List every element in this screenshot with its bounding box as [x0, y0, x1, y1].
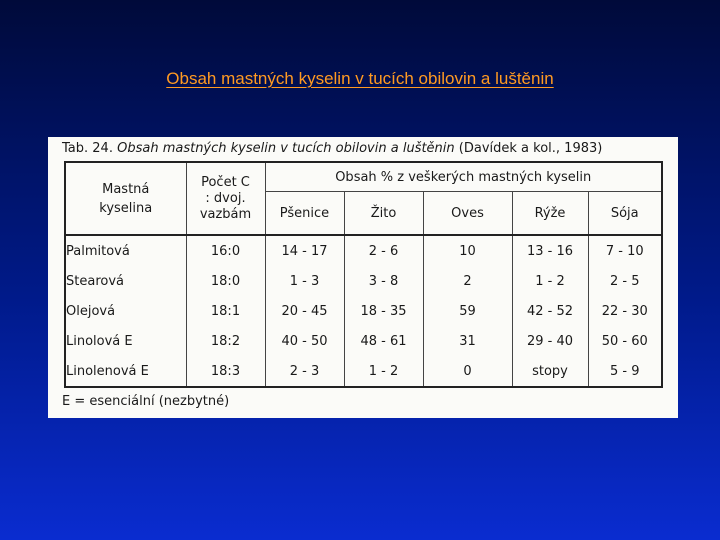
- column-header: Oves: [423, 192, 512, 236]
- cell-value: 1 - 2: [344, 356, 423, 387]
- cell-value: 2 - 6: [344, 235, 423, 266]
- row-carbon: 18:0: [186, 266, 265, 296]
- cell-value: 20 - 45: [265, 296, 344, 326]
- table-row: [65, 235, 662, 266]
- table-row: [65, 326, 662, 356]
- cell-value: 2 - 3: [265, 356, 344, 387]
- row-name: Palmitová: [65, 235, 186, 266]
- cell-value: 3 - 8: [344, 266, 423, 296]
- table-footnote: E = esenciální (nezbytné): [62, 394, 230, 409]
- cell-value: 2 - 5: [610, 273, 640, 289]
- cell-value: 10: [423, 235, 512, 266]
- table-row: [65, 296, 662, 326]
- row-name: Linolenová E: [65, 356, 186, 387]
- table-row: [65, 356, 662, 387]
- cell-value: 14 - 17: [265, 235, 344, 266]
- column-header: Žito: [344, 192, 423, 236]
- cell-value: 22 - 30: [601, 303, 648, 319]
- table-source: (Davídek a kol., 1983): [458, 141, 603, 156]
- cell-value: 0: [423, 356, 512, 387]
- row-carbon: 18:3: [186, 356, 265, 387]
- table-caption: [62, 141, 602, 156]
- header-fatty-acid-line2: kyselina: [99, 200, 153, 216]
- scanned-table-image: [48, 137, 678, 418]
- table-title: Obsah mastných kyselin v tucích obilovin a luštěnin: [117, 141, 455, 156]
- cell-value: 48 - 61: [344, 326, 423, 356]
- column-header: Pšenice: [265, 192, 344, 236]
- cell-value: 2: [423, 266, 512, 296]
- slide-title: Obsah mastných kyselin v tucích obilovin a luštěnin: [166, 69, 554, 88]
- row-name: Linolová E: [65, 326, 186, 356]
- column-header: Rýže: [512, 192, 588, 236]
- cell-value: 42 - 52: [512, 296, 588, 326]
- cell-value: 13 - 16: [512, 235, 588, 266]
- cell-value: 5 - 9: [610, 363, 640, 379]
- cell-value: 59: [423, 296, 512, 326]
- cell-value: 1 - 3: [265, 266, 344, 296]
- header-carbon-count-line2: : dvoj.: [205, 190, 246, 206]
- header-carbon-count-line3: vazbám: [199, 206, 252, 222]
- cell-value: 40 - 50: [265, 326, 344, 356]
- row-name: Stearová: [65, 266, 186, 296]
- cell-value: stopy: [512, 356, 588, 387]
- cell-value: 50 - 60: [601, 333, 648, 349]
- header-content-group: Obsah % z veškerých mastných kyselin: [265, 162, 662, 192]
- header-fatty-acid-line1: Mastná: [102, 181, 150, 197]
- header-carbon-count-line1: Počet C: [201, 174, 250, 190]
- cell-value: 18 - 35: [344, 296, 423, 326]
- row-carbon: 18:2: [186, 326, 265, 356]
- header-fatty-acid: [65, 162, 186, 235]
- row-carbon: 18:1: [186, 296, 265, 326]
- table-number: Tab. 24.: [62, 141, 113, 156]
- cell-value: 7 - 10: [605, 243, 644, 259]
- cell-value: 31: [423, 326, 512, 356]
- cell-value: 1 - 2: [512, 266, 588, 296]
- table-row: [65, 266, 662, 296]
- fatty-acid-table: [64, 161, 663, 388]
- column-header: Sója: [588, 192, 662, 236]
- header-carbon-count: [186, 162, 265, 235]
- cell-value: 29 - 40: [512, 326, 588, 356]
- row-carbon: 16:0: [186, 235, 265, 266]
- row-name: Olejová: [65, 296, 186, 326]
